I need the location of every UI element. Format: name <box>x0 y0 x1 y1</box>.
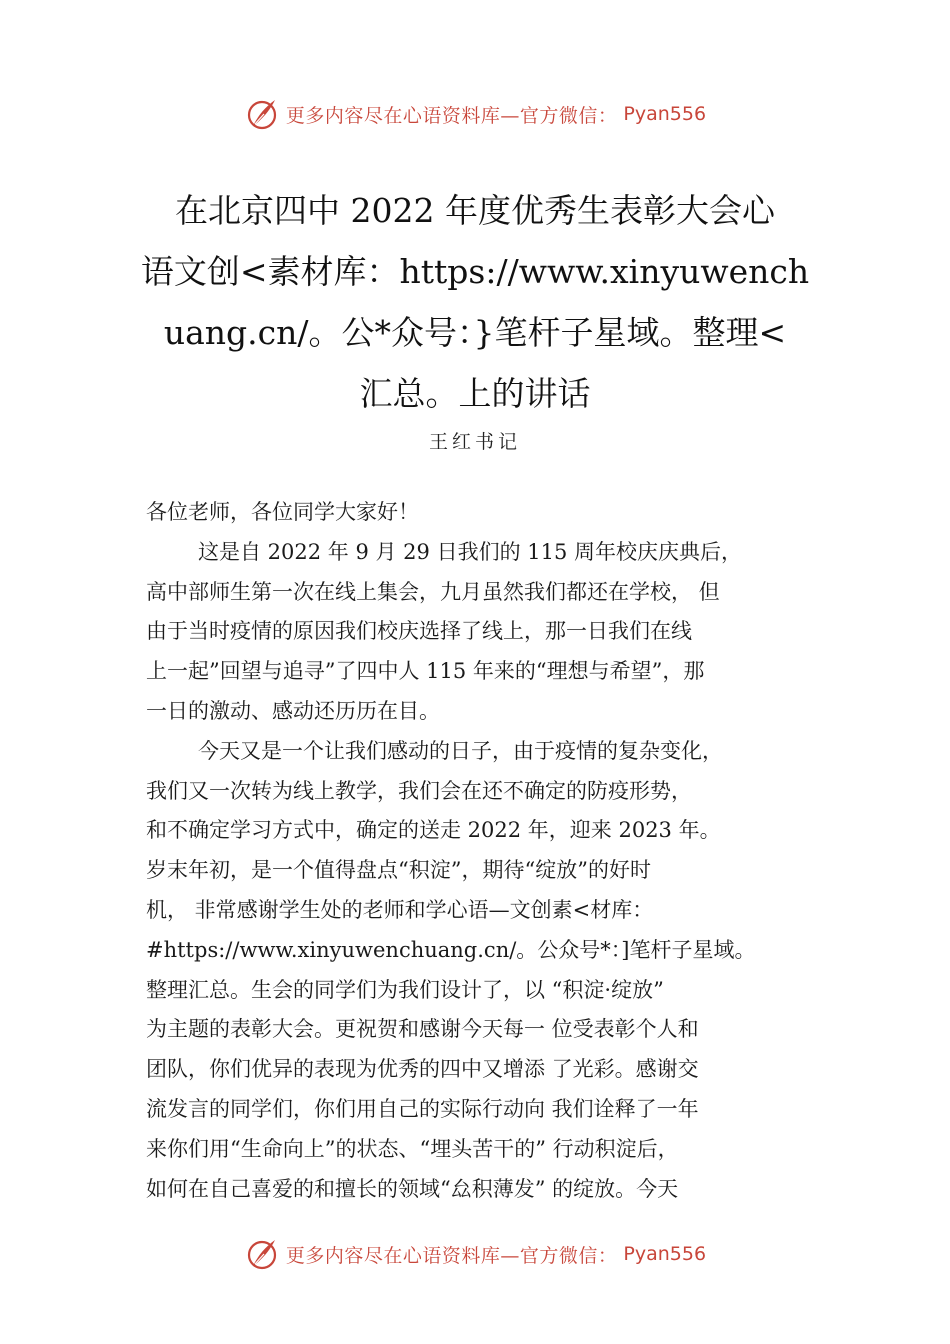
banner-wechat-id: Pyan556 <box>623 1243 707 1265</box>
document-body <box>146 493 846 1209</box>
body-line: 整理汇总。生会的同学们为我们设计了，以 “积淀·绽放” <box>146 977 664 1002</box>
banner-text: 更多内容尽在心语资料库—官方微信： <box>285 1244 618 1267</box>
body-line: 上一起”回望与追寻”了四中人 115 年来的“理想与希望”，那 <box>146 659 705 684</box>
body-line: 这是自 2022 年 9 月 29 日我们的 115 周年校庆庆典后， <box>198 539 743 564</box>
footer-banner <box>0 1232 950 1276</box>
body-line: 团队，你们优异的表现为优秀的四中又增添 了光彩。感谢交 <box>146 1057 699 1082</box>
body-line: 流发言的同学们，你们用自己的实际行动向 我们诠释了一年 <box>146 1096 699 1121</box>
body-line: 各位老师，各位同学大家好！ <box>146 500 419 524</box>
header-banner <box>0 92 950 136</box>
body-line: 和不确定学习方式中，确定的送走 2022 年，迎来 2023 年。 <box>146 818 721 843</box>
body-line: 由于当时疫情的原因我们校庆选择了线上，那一日我们在线 <box>146 619 692 644</box>
body-line: 为主题的表彰大会。更祝贺和感谢今天每一 位受表彰个人和 <box>146 1017 699 1042</box>
body-line: 如何在自己喜爱的和擅长的领域“厽积薄发” 的绽放。今天 <box>146 1176 679 1201</box>
body-line: 高中部师生第一次在线上集会，九月虽然我们都还在学校， 但 <box>146 579 720 604</box>
banner-text: 更多内容尽在心语资料库—官方微信： <box>285 104 618 127</box>
body-line: 一日的激动、感动还历历在目。 <box>146 698 440 723</box>
body-line: 来你们用“生命向上”的状态、“埋头苦干的” 行动积淀后， <box>146 1136 679 1161</box>
body-line: 今天又是一个让我们感动的日子，由于疫情的复杂变化， <box>198 738 723 763</box>
author-line: 王红书记 <box>428 431 521 453</box>
title-line: 语文创<素材库：https://www.xinyuwench <box>140 252 810 291</box>
title-line: 在北京四中 2022 年度优秀生表彰大会心 <box>175 191 775 230</box>
quill-logo-icon <box>244 96 280 132</box>
body-line: 机， 非常感谢学生处的老师和学心语—文创素<材库： <box>146 897 654 922</box>
title-line: 汇总。上的讲话 <box>359 374 591 413</box>
body-line: #https://www.xinyuwenchuang.cn/。公众号*：]笔杆子星域。 <box>146 937 756 962</box>
title-line: uang.cn/。公*众号：}笔杆子星域。整理< <box>163 313 787 352</box>
body-line: 岁末年初，是一个值得盘点“积淀”，期待“绽放”的好时 <box>146 858 651 883</box>
document-title <box>130 180 820 424</box>
body-line: 我们又一次转为线上教学，我们会在还不确定的防疫形势， <box>146 778 692 803</box>
banner-wechat-id: Pyan556 <box>623 103 707 125</box>
quill-logo-icon <box>244 1236 280 1272</box>
